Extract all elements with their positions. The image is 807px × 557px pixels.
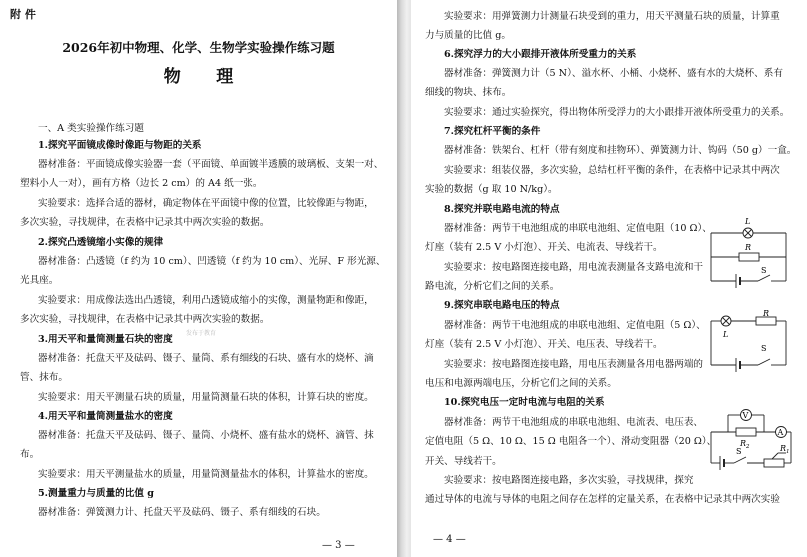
paragraph-line: 实验要求：组装仪器，多次实验，总结杠杆平衡的条件，在表格中记录其中两次	[444, 165, 780, 176]
circuit-diagram-parallel	[706, 213, 791, 295]
paragraph-line: 管、抹布。	[20, 372, 68, 383]
resistor-r2-label: $R_2$	[740, 439, 750, 450]
document-page-4	[411, 0, 807, 557]
experiment-title: 8.探究并联电路电流的特点	[444, 204, 560, 215]
ammeter-label: A	[777, 428, 784, 437]
switch-label: S	[736, 447, 742, 456]
attachment-label: 附 件	[10, 8, 36, 21]
watermark-text: 发布于教育	[186, 330, 217, 337]
paragraph-line: 定值电阻（5 Ω、10 Ω、15 Ω 电阻各一个）、滑动变阻器（20 Ω）、	[425, 436, 717, 447]
experiment-title: 2.探究凸透镜缩小实像的规律	[38, 237, 164, 248]
paragraph-line: 实验要求：通过实验探究，得出物体所受浮力的大小跟排开液体所受重力的关系。	[444, 107, 790, 118]
experiment-title: 10.探究电压一定时电流与电阻的关系	[444, 397, 605, 408]
subject-heading: 物 理	[163, 67, 234, 87]
page-number: — 4 —	[433, 534, 466, 545]
document-title: 2026年初中物理、化学、生物学实验操作练习题	[62, 40, 335, 55]
circuit-diagram-series	[706, 307, 791, 379]
resistor-label: R	[745, 243, 752, 252]
paragraph-line: 器材准备：两节干电池组成的串联电池组、定值电阻（10 Ω）、	[444, 223, 712, 234]
paragraph-line: 路电流，分析它们之间的关系。	[425, 281, 560, 292]
paragraph-line: 光具座。	[20, 275, 59, 286]
paragraph-line: 实验要求：用天平测量盐水的质量，用量筒测量盐水的体积，计算盐水的密度。	[38, 469, 374, 480]
paragraph-line: 灯座（装有 2.5 V 小灯泡）、开关、电流表、导线若干。	[425, 242, 663, 253]
paragraph-line: 多次实验，寻找规律，在表格中记录其中两次实验的数据。	[20, 217, 270, 228]
lamp-label: L	[745, 217, 751, 226]
paragraph-line: 实验要求：用弹簧测力计测量石块受到的重力，用天平测量石块的质量，计算重	[444, 11, 780, 22]
experiment-title: 7.探究杠杆平衡的条件	[444, 126, 541, 137]
voltmeter-label: V	[742, 411, 749, 420]
paragraph-line: 细线的物块、抹布。	[425, 87, 512, 98]
circuit-diagram-current-resistance	[706, 403, 796, 479]
paragraph-line: 实验要求：按电路图连接电路，用电流表测量各支路电流和干	[444, 262, 704, 273]
paragraph-line: 实验要求：按电路图连接电路，用电压表测量各用电器两端的	[444, 359, 704, 370]
experiment-title: 3.用天平和量筒测量石块的密度	[38, 334, 173, 345]
paragraph-line: 布。	[20, 449, 40, 460]
paragraph-line: 器材准备：凸透镜（f 约为 10 cm）、凹透镜（f 约为 10 cm）、光屏、F 形光源、	[38, 256, 386, 267]
paragraph-line: 实验要求：用天平测量石块的质量，用量筒测量石块的体积，计算石块的密度。	[38, 392, 374, 403]
paragraph-line: 开关、导线若干。	[425, 456, 502, 467]
lamp-label: L	[723, 330, 729, 339]
paragraph-line: 器材准备：托盘天平及砝码、镊子、量筒、小烧杯、盛有盐水的烧杯、滴管、抹	[38, 430, 374, 441]
paragraph-line: 塑料小人一对），画有方格（边长 2 cm）的 A4 纸一张。	[20, 178, 263, 189]
paragraph-line: 实验要求：用成像法选出凸透镜，利用凸透镜成缩小的实像，测量物距和像距，	[38, 295, 374, 306]
section-heading: 一、A 类实验操作练习题	[38, 123, 144, 134]
page-number: — 3 —	[322, 540, 355, 551]
experiment-title: 6.探究浮力的大小跟排开液体所受重力的关系	[444, 49, 637, 60]
paragraph-line: 器材准备：托盘天平及砝码、镊子、量筒、系有细线的石块、盛有水的烧杯、滴	[38, 353, 374, 364]
paragraph-line: 通过导体的电流与导体的电阻之间存在怎样的定量关系，在表格中记录其中两次实验	[425, 494, 780, 505]
page-gutter	[397, 0, 411, 557]
paragraph-line: 灯座（装有 2.5 V 小灯泡）、开关、电压表、导线若干。	[425, 339, 663, 350]
experiment-title: 9.探究串联电路电压的特点	[444, 300, 560, 311]
paragraph-line: 力与质量的比值 g。	[425, 30, 511, 41]
paragraph-line: 器材准备：两节干电池组成的串联电池组、定值电阻（5 Ω）、	[444, 320, 706, 331]
resistor-label: R	[763, 309, 770, 318]
paragraph-line: 器材准备：弹簧测力计、托盘天平及砝码、镊子、系有细线的石块。	[38, 507, 326, 518]
paragraph-line: 实验要求：选择合适的器材，确定物体在平面镜中像的位置，比较像距与物距，	[38, 198, 374, 209]
paragraph-line: 实验要求：按电路图连接电路，多次实验，寻找规律，探究	[444, 475, 694, 486]
switch-label: S	[761, 344, 767, 353]
experiment-title: 4.用天平和量筒测量盐水的密度	[38, 411, 173, 422]
experiment-title: 1.探究平面镜成像时像距与物距的关系	[38, 140, 202, 151]
paragraph-line: 器材准备：两节干电池组成的串联电池组、电流表、电压表、	[444, 417, 704, 428]
rheostat-r1-label: $R_1$	[780, 444, 790, 455]
paragraph-line: 实验的数据（g 取 10 N/kg）。	[425, 184, 558, 195]
experiment-title: 5.测量重力与质量的比值 g	[38, 488, 155, 499]
paragraph-line: 器材准备：平面镜成像实验器一套（平面镜、单面镀半透膜的玻璃板、支架一对、	[38, 159, 384, 170]
document-page-3	[0, 0, 397, 557]
paragraph-line: 器材准备：铁架台、杠杆（带有刻度和挂物环）、弹簧测力计、钩码（50 g）一盒。	[444, 145, 797, 156]
paragraph-line: 器材准备：弹簧测力计（5 N）、溢水杯、小桶、小烧杯、盛有水的大烧杯、系有	[444, 68, 783, 79]
paragraph-line: 电压和电源两端电压，分析它们之间的关系。	[425, 378, 617, 389]
paragraph-line: 多次实验，寻找规律，在表格中记录其中两次实验的数据。	[20, 314, 270, 325]
switch-label: S	[761, 266, 767, 275]
